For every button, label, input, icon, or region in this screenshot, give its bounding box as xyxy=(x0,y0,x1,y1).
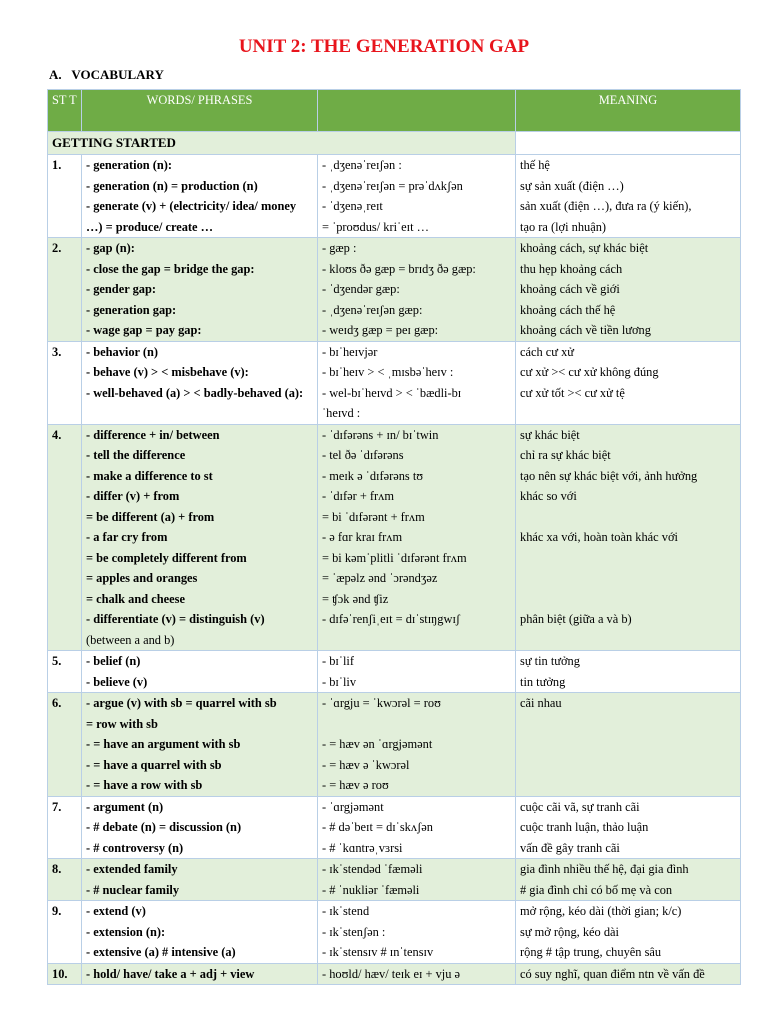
row-words xyxy=(82,963,318,985)
ipa-line: - ɪkˈstend xyxy=(322,904,370,918)
group-heading: GETTING STARTED xyxy=(48,132,516,155)
meaning-line: có suy nghĩ, quan điểm ntn về vấn đề xyxy=(520,966,705,981)
table-row xyxy=(48,796,741,859)
table-row xyxy=(48,859,741,901)
word-line: - # debate (n) = discussion (n) xyxy=(86,820,242,834)
word-note: (between a and b) xyxy=(86,632,175,647)
row-words xyxy=(82,693,318,797)
ipa-line: - = hæv ə roʊ xyxy=(322,778,389,792)
meaning-line: sự sản xuất (điện …) xyxy=(520,178,624,193)
row-words xyxy=(82,341,318,424)
meaning-line: khoảng cách về giới xyxy=(520,282,620,296)
row-pronunciation xyxy=(318,155,516,238)
ipa-line: - # ˈnukliər ˈfæməli xyxy=(322,882,420,897)
word-line: - behave (v) > < misbehave (v): xyxy=(86,365,249,379)
word-line: = apples and oranges xyxy=(86,571,198,585)
ipa-line: - ˌdʒenəˈreɪʃən gæp: xyxy=(322,302,423,317)
ipa-line: - bɪˈliv xyxy=(322,674,357,689)
meaning-line: tạo ra (lợi nhuận) xyxy=(520,219,607,234)
vocabulary-table xyxy=(47,89,741,985)
word-line: - = have a row with sb xyxy=(86,778,203,792)
row-number: 4. xyxy=(48,424,82,651)
row-number: 6. xyxy=(48,693,82,797)
ipa-line: - ɪkˈstendəd ˈfæməli xyxy=(322,862,423,876)
meaning-line: sự khác biệt xyxy=(520,427,580,442)
row-meaning xyxy=(516,901,741,964)
ipa-line: - bɪˈheɪvjər xyxy=(322,344,378,359)
ipa-line: - hoʊld/ hæv/ teɪk eɪ + vju ə xyxy=(322,966,461,981)
ipa-line: - ɪkˈstensɪv # ɪnˈtensɪv xyxy=(322,945,434,959)
row-words xyxy=(82,424,318,651)
word-line: - gender gap: xyxy=(86,282,156,296)
word-line: - a far cry from xyxy=(86,530,168,544)
table-row xyxy=(48,424,741,651)
meaning-line: khoảng cách về tiền lương xyxy=(520,323,651,337)
meaning-line: # gia đình chỉ có bố mẹ và con xyxy=(520,882,673,897)
row-words xyxy=(82,859,318,901)
word-line: - = have a quarrel with sb xyxy=(86,757,222,772)
word-line: - make a difference to st xyxy=(86,468,213,483)
meaning-line: cách cư xử xyxy=(520,344,575,359)
row-meaning xyxy=(516,424,741,651)
ipa-line: - dɪfəˈrenʃiˌeɪt = dɪˈstɪŋgwɪʃ xyxy=(322,612,461,626)
ipa-line: - = hæv ən ˈɑrgjəmənt xyxy=(322,737,433,751)
meaning-line: vấn đề gây tranh cãi xyxy=(520,840,620,855)
word-line: - # controversy (n) xyxy=(86,840,184,855)
meaning-line xyxy=(520,548,736,569)
word-line: - difference + in/ between xyxy=(86,427,220,442)
group-blank xyxy=(516,132,741,155)
meaning-line: khoảng cách, sự khác biệt xyxy=(520,241,649,255)
meaning-line xyxy=(520,507,736,528)
table-row xyxy=(48,963,741,985)
word-line: - belief (n) xyxy=(86,654,141,668)
meaning-line: khoảng cách thế hệ xyxy=(520,302,616,317)
ipa-line: - kloʊs ðə gæp = brɪdʒ ðə gæp: xyxy=(322,261,476,276)
word-line: - hold/ have/ take a + adj + view xyxy=(86,966,255,981)
word-line: - = have an argument with sb xyxy=(86,737,241,751)
meaning-line: cư xử >< cư xử không đúng xyxy=(520,365,659,379)
header-blank xyxy=(318,90,516,132)
ipa-line: - bɪˈheɪv > < ˌmɪsbəˈheɪv : xyxy=(322,365,454,379)
row-meaning xyxy=(516,341,741,424)
table-row xyxy=(48,651,741,693)
row-pronunciation xyxy=(318,901,516,964)
table-row xyxy=(48,155,741,238)
word-line: - gap (n): xyxy=(86,241,135,255)
ipa-line: - ˌdʒenəˈreɪʃən = prəˈdʌkʃən xyxy=(322,178,463,193)
row-pronunciation xyxy=(318,859,516,901)
meaning-line: mở rộng, kéo dài (thời gian; k/c) xyxy=(520,904,682,918)
section-heading: A. VOCABULARY xyxy=(49,67,164,82)
word-line: - extend (v) xyxy=(86,904,146,918)
row-meaning xyxy=(516,155,741,238)
ipa-line: - gæp : xyxy=(322,241,357,255)
ipa-line: = bi kəmˈplitli ˈdɪfərənt frʌm xyxy=(322,550,467,565)
meaning-line: phân biệt (giữa a và b) xyxy=(520,612,632,626)
meaning-line: tin tưởng xyxy=(520,674,566,689)
meaning-line: cư xử tốt >< cư xử tệ xyxy=(520,385,625,400)
meaning-line: cãi nhau xyxy=(520,696,562,710)
row-pronunciation xyxy=(318,341,516,424)
row-number: 10. xyxy=(48,963,82,985)
word-line: - extension (n): xyxy=(86,924,166,939)
meaning-line xyxy=(520,589,736,610)
ipa-line: - tel ðə ˈdɪfərəns xyxy=(322,448,404,462)
row-number: 7. xyxy=(48,796,82,859)
word-line: - generate (v) + (electricity/ idea/ money …) = produce/ create … xyxy=(86,199,297,234)
ipa-line: = ʧɔk ənd ʧiz xyxy=(322,591,389,606)
row-number: 1. xyxy=(48,155,82,238)
row-meaning xyxy=(516,693,741,797)
row-meaning xyxy=(516,238,741,342)
word-line: = be different (a) + from xyxy=(86,509,215,524)
ipa-line: - weɪdʒ gæp = peɪ gæp: xyxy=(322,323,439,337)
table-row xyxy=(48,238,741,342)
word-line: - extended family xyxy=(86,862,178,876)
row-pronunciation xyxy=(318,238,516,342)
word-line: - believe (v) xyxy=(86,674,148,689)
meaning-line: thu hẹp khoảng cách xyxy=(520,261,623,276)
ipa-line: - meɪk ə ˈdɪfərəns tʊ xyxy=(322,468,424,483)
word-line: - differ (v) + from xyxy=(86,489,180,503)
meaning-line: khác so với xyxy=(520,489,577,503)
row-number: 5. xyxy=(48,651,82,693)
row-pronunciation xyxy=(318,796,516,859)
word-line: = chalk and cheese xyxy=(86,591,185,606)
ipa-line: - wel-bɪˈheɪvd > < ˈbædli-bɪ xyxy=(322,385,462,400)
ipa-line: - ˈdɪfərəns + ɪn/ bɪˈtwin xyxy=(322,427,439,442)
ipa-line: - # dəˈbeɪt = dɪˈskʌʃən xyxy=(322,820,433,834)
word-line: = be completely different from xyxy=(86,550,247,565)
row-meaning xyxy=(516,796,741,859)
meaning-line: cuộc cãi vã, sự tranh cãi xyxy=(520,799,640,814)
table-row xyxy=(48,341,741,424)
ipa-line: ˈheɪvd : xyxy=(322,406,361,420)
row-number: 9. xyxy=(48,901,82,964)
row-words xyxy=(82,238,318,342)
word-line: - behavior (n) xyxy=(86,344,159,359)
header-meaning: MEANING xyxy=(516,90,741,132)
word-line: = row with sb xyxy=(86,716,158,731)
word-line: - close the gap = bridge the gap: xyxy=(86,261,255,276)
word-line: - well-behaved (a) > < badly-behaved (a): xyxy=(86,385,304,400)
row-number: 3. xyxy=(48,341,82,424)
word-line: - argument (n) xyxy=(86,799,164,814)
word-line: - argue (v) with sb = quarrel with sb xyxy=(86,696,277,710)
row-meaning xyxy=(516,859,741,901)
word-line: - tell the difference xyxy=(86,448,186,462)
meaning-line: gia đình nhiều thế hệ, đại gia đình xyxy=(520,862,689,876)
row-pronunciation xyxy=(318,693,516,797)
row-pronunciation xyxy=(318,651,516,693)
table-row xyxy=(48,693,741,797)
row-number: 8. xyxy=(48,859,82,901)
row-meaning xyxy=(516,963,741,985)
ipa-line: - bɪˈlif xyxy=(322,654,354,668)
word-line: - generation gap: xyxy=(86,302,177,317)
meaning-line: tạo nên sự khác biệt với, ảnh hưởng xyxy=(520,468,698,483)
meaning-line: chỉ ra sự khác biệt xyxy=(520,448,611,462)
word-line: - generation (n): xyxy=(86,158,173,172)
meaning-line: rộng # tập trung, chuyên sâu xyxy=(520,945,662,959)
table-header-row xyxy=(48,90,741,132)
meaning-line: khác xa với, hoàn toàn khác với xyxy=(520,530,678,544)
row-words xyxy=(82,796,318,859)
word-line: - differentiate (v) = distinguish (v) xyxy=(86,612,265,626)
word-line: - wage gap = pay gap: xyxy=(86,323,202,337)
ipa-line: = bi ˈdɪfərənt + frʌm xyxy=(322,509,425,524)
ipa-line: = ˈæpəlz ənd ˈɔrəndʒəz xyxy=(322,571,438,585)
row-meaning xyxy=(516,651,741,693)
ipa-line: - ˌdʒenəˈreɪʃən : xyxy=(322,158,402,172)
ipa-line: - ˈdʒenəˌreɪt xyxy=(322,199,383,213)
row-pronunciation xyxy=(318,424,516,651)
group-row xyxy=(48,132,741,155)
meaning-line: sự tin tưởng xyxy=(520,654,580,668)
meaning-line: thế hệ xyxy=(520,158,550,172)
ipa-line: - = hæv ə ˈkwɔrəl xyxy=(322,757,410,772)
row-words xyxy=(82,155,318,238)
page-title: UNIT 2: THE GENERATION GAP xyxy=(238,36,530,57)
word-line: - generation (n) = production (n) xyxy=(86,178,258,193)
row-words xyxy=(82,651,318,693)
row-number: 2. xyxy=(48,238,82,342)
ipa-line: - ˈdʒendər gæp: xyxy=(322,282,400,296)
header-stt: ST T xyxy=(48,90,82,132)
meaning-line: cuộc tranh luận, thảo luận xyxy=(520,820,649,834)
row-pronunciation xyxy=(318,963,516,985)
meaning-line: sự mở rộng, kéo dài xyxy=(520,924,619,939)
ipa-line: - ˈɑrgjəmənt xyxy=(322,799,384,814)
word-line: - extensive (a) # intensive (a) xyxy=(86,945,236,959)
ipa-line: = ˈproʊdus/ kriˈeɪt … xyxy=(322,219,430,234)
ipa-line: - ˈdɪfər + frʌm xyxy=(322,489,395,503)
word-line: - # nuclear family xyxy=(86,882,180,897)
meaning-line: sản xuất (điện …), đưa ra (ý kiến), xyxy=(520,199,692,213)
row-words xyxy=(82,901,318,964)
meaning-line xyxy=(520,568,736,589)
ipa-line: - ə fɑr kraɪ frʌm xyxy=(322,530,403,544)
header-words: WORDS/ PHRASES xyxy=(82,90,318,132)
ipa-line: - ɪkˈstenʃən : xyxy=(322,924,386,939)
ipa-line: - ˈɑrgju = ˈkwɔrəl = roʊ xyxy=(322,696,441,710)
ipa-line: - # ˈkɑntrəˌvɜrsi xyxy=(322,840,403,855)
table-row xyxy=(48,901,741,964)
ipa-line xyxy=(322,714,511,735)
